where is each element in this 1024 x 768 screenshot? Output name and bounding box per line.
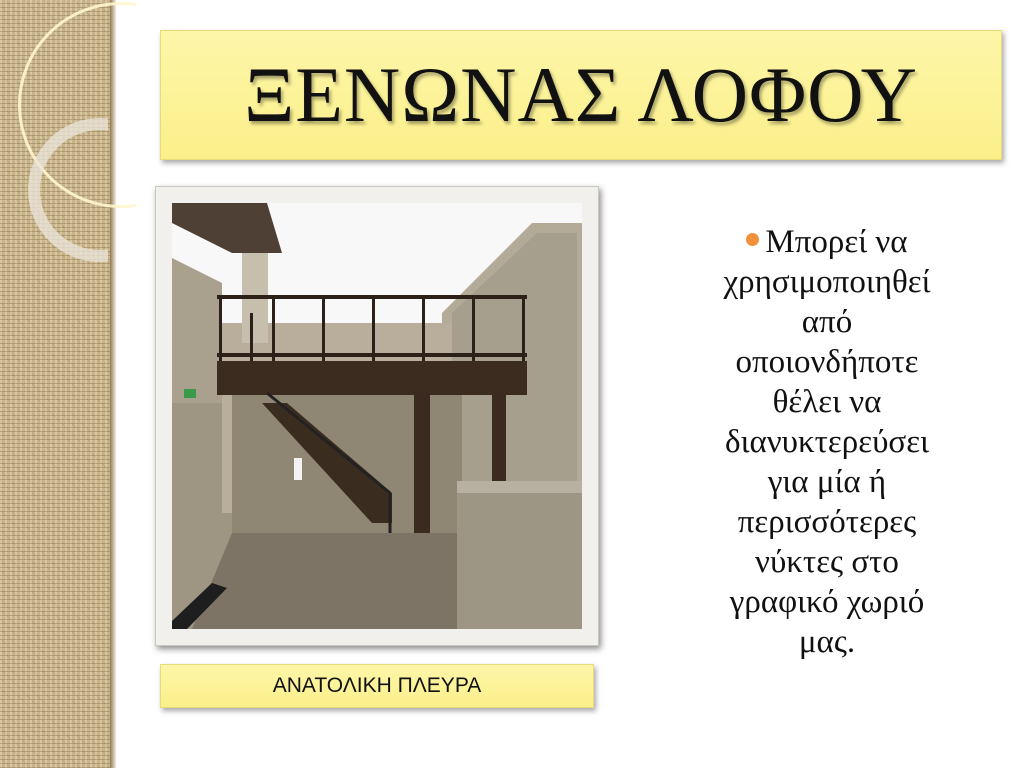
bullet-paragraph xyxy=(662,222,992,662)
bullet-text-line: οποιονδήποτε xyxy=(735,344,919,380)
photo-caption-box xyxy=(160,664,594,708)
bullet-text-line: περισσότερες xyxy=(737,504,917,540)
photo-caption: ΑΝΑΤΟΛΙΚΗ ΠΛΕΥΡΑ xyxy=(272,674,482,697)
bullet-text-line: μας. xyxy=(798,624,856,660)
photo-frame xyxy=(155,186,599,646)
building-photo xyxy=(172,203,582,629)
bullet-text-line: για μία ή xyxy=(767,464,887,500)
bullet-text-line: νύκτες στο xyxy=(755,544,899,580)
bullet-text-line: χρησιμοποιηθεί xyxy=(723,264,931,300)
bullet-text-line: Μπορεί να xyxy=(765,224,908,260)
slide-title: ΞΕΝΩΝΑΣ ΛΟΦΟΥ xyxy=(244,51,918,138)
title-banner xyxy=(160,30,1002,160)
orange-dot-icon xyxy=(746,233,759,246)
bullet-text-line: θέλει να xyxy=(772,384,882,420)
decorative-arc-small xyxy=(28,118,172,262)
bullet-text-line: γραφικό χωριό xyxy=(729,584,925,620)
bullet-text-line: διανυκτερεύσει xyxy=(725,424,929,460)
bullet-text-line: από xyxy=(801,304,853,340)
bullet-line-first xyxy=(662,222,992,262)
